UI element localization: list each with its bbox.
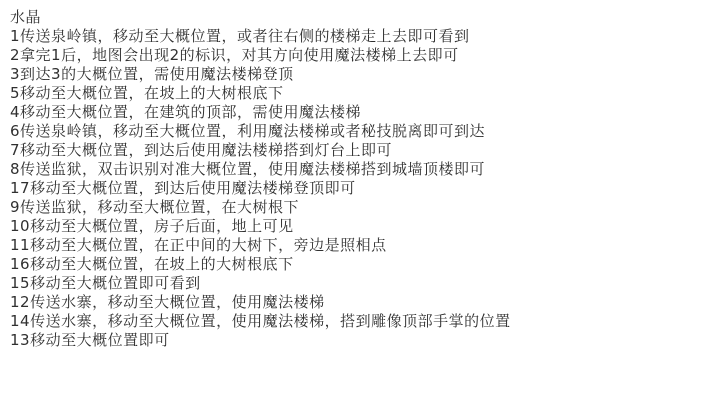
instruction-line: 7移动至大概位置，到达后使用魔法楼梯搭到灯台上即可	[10, 141, 393, 159]
instruction-line: 11移动至大概位置，在正中间的大树下，旁边是照相点	[10, 236, 387, 254]
instruction-line: 9传送监狱，移动至大概位置，在大树根下	[10, 198, 300, 216]
instruction-line: 1传送泉岭镇，移动至大概位置，或者往右侧的楼梯走上去即可看到	[10, 27, 470, 45]
instruction-line: 13移动至大概位置即可	[10, 331, 170, 349]
instruction-line: 6传送泉岭镇，移动至大概位置，利用魔法楼梯或者秘技脱离即可到达	[10, 122, 486, 140]
instruction-line: 8传送监狱，双击识别对准大概位置，使用魔法楼梯搭到城墙顶楼即可	[10, 160, 486, 178]
instruction-line: 2拿完1后，地图会出现2的标识，对其方向使用魔法楼梯上去即可	[10, 46, 459, 64]
instruction-line: 5移动至大概位置，在坡上的大树根底下	[10, 84, 284, 102]
document-title: 水晶	[10, 8, 42, 26]
instruction-line: 16移动至大概位置，在坡上的大树根底下	[10, 255, 294, 273]
instruction-line: 15移动至大概位置即可看到	[10, 274, 201, 292]
instruction-line: 3到达3的大概位置，需使用魔法楼梯登顶	[10, 65, 294, 83]
instruction-line: 12传送水寨，移动至大概位置，使用魔法楼梯	[10, 293, 325, 311]
instruction-line: 10移动至大概位置，房子后面，地上可见	[10, 217, 294, 235]
instruction-line: 17移动至大概位置，到达后使用魔法楼梯登顶即可	[10, 179, 356, 197]
instruction-line: 14传送水寨，移动至大概位置，使用魔法楼梯，搭到雕像顶部手掌的位置	[10, 312, 511, 330]
instruction-line: 4移动至大概位置，在建筑的顶部，需使用魔法楼梯	[10, 103, 362, 121]
